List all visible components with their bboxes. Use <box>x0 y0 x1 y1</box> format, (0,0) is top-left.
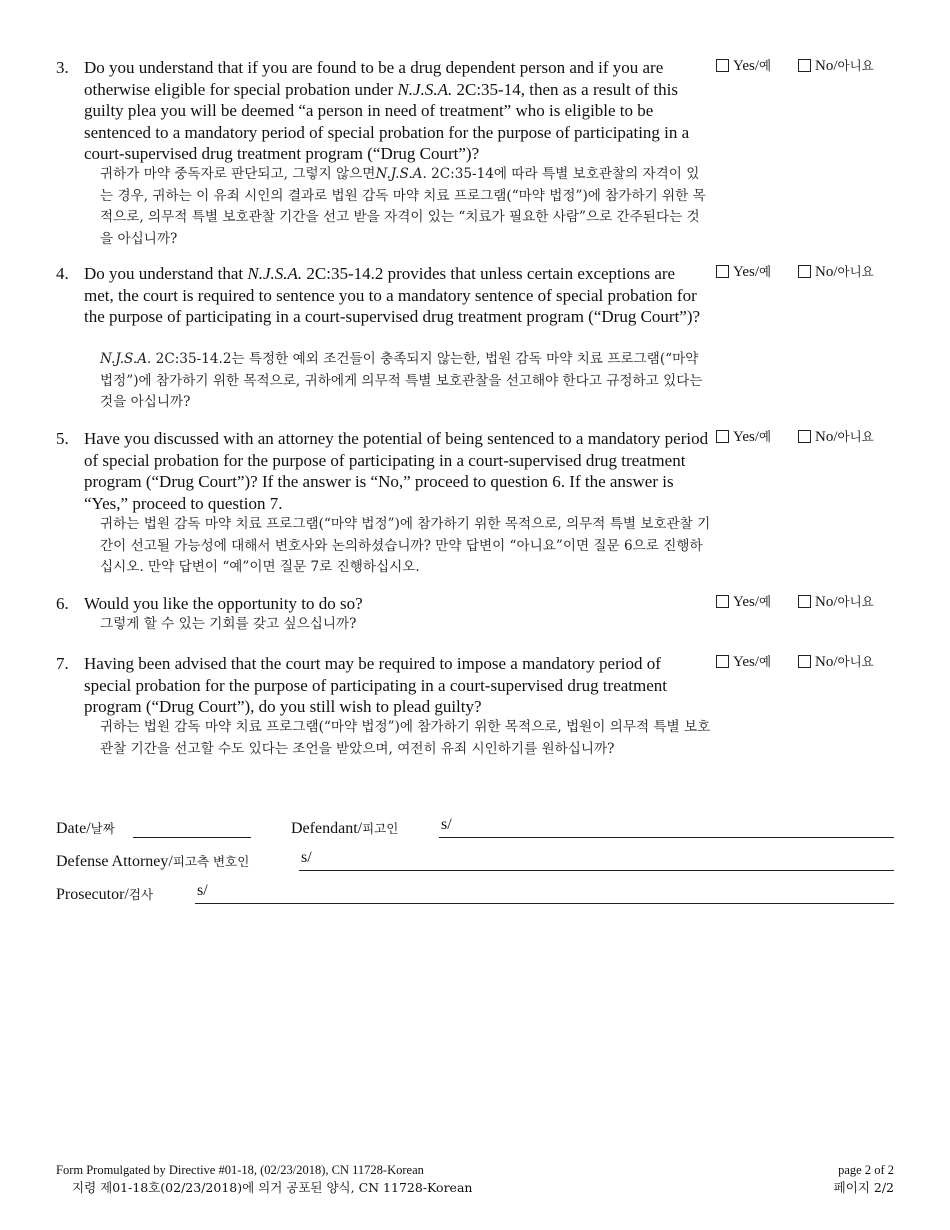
attorney-signature-value: s/ <box>301 849 312 866</box>
question-text-en: Do you understand that if you are found to be a drug dependent person and if you are otherwise eligible for special probation under N.J.S.A. 2C:35-14, then as a result of this guilty plea you will be deemed “a person in need of treatment” who is eligible to be sentenced to a mandatory period of special probation for the purpose of participating in a court-supervised drug treatment program (“Drug Court”)? <box>84 58 690 163</box>
question-text-en: Having been advised that the court may be required to impose a mandatory period of special probation for the purpose of participating in a court-supervised drug treatment program (“Drug Court”), do you still wish to plead guilty? <box>84 654 668 716</box>
checkbox-icon[interactable] <box>798 59 811 72</box>
defendant-signature-field[interactable] <box>439 837 894 838</box>
checkbox-icon[interactable] <box>716 655 729 668</box>
footer-form-info-ko: 지령 제01-18호(02/23/2018)에 의거 공포된 양식, CN 11728-Korean <box>72 1180 473 1195</box>
checkbox-icon[interactable] <box>798 655 811 668</box>
no-checkbox[interactable]: No/아니요 <box>798 263 874 281</box>
question-text-en: Would you like the opportunity to do so? <box>84 594 363 613</box>
checkbox-icon[interactable] <box>716 265 729 278</box>
attorney-label: Defense Attorney/피고측 변호인 <box>56 853 250 870</box>
question-text-ko: 귀하가 마약 중독자로 판단되고, 그렇지 않으면N.J.S.A. 2C:35-14에 따라 특별 보호관찰의 자격이 있는 경우, 귀하는 이 유죄 시인의 결과로 법원 감독 마약 치료 프로그램(“마약 법정”)에 참가하기 위한 목적으로, 의무적 특별 보호관찰 기간을 선고 받을 자격이 있는 “치료가 필요한 사람”으로 간주된다는 것을 아십니까? <box>100 166 706 247</box>
checkbox-icon[interactable] <box>798 265 811 278</box>
prosecutor-label: Prosecutor/검사 <box>56 886 154 903</box>
page-number: page 2 of 2 <box>838 1163 894 1177</box>
no-checkbox[interactable]: No/아니요 <box>798 57 874 75</box>
question-number: 5. <box>56 429 69 448</box>
question-number: 7. <box>56 654 69 673</box>
question-text-ko: 그렇게 할 수 있는 기회를 갖고 싶으십니까? <box>100 616 357 632</box>
checkbox-icon[interactable] <box>716 595 729 608</box>
question-text-ko: N.J.S.A. 2C:35-14.2는 특정한 예외 조건들이 충족되지 않는한, 법원 감독 마약 치료 프로그램(“마약 법정”)에 참가하기 위한 목적으로, 귀하에게 의무적 특별 보호관찰을 선고해야 한다고 규정하고 있다는 것을 아십니까? <box>100 351 703 410</box>
date-label: Date/날짜 <box>56 820 115 837</box>
checkbox-icon[interactable] <box>798 595 811 608</box>
question-text-ko: 귀하는 법원 감독 마약 치료 프로그램(“마약 법정”)에 참가하기 위한 목적으로, 법원이 의무적 특별 보호관찰 기간을 선고할 수도 있다는 조언을 받았으며, 여전히 유죄 시인하기를 원하십니까? <box>100 719 711 757</box>
defendant-label: Defendant/피고인 <box>291 820 399 837</box>
question-text-ko: 귀하는 법원 감독 마약 치료 프로그램(“마약 법정”)에 참가하기 위한 목적으로, 의무적 특별 보호관찰 기간이 선고될 가능성에 대해서 변호사와 논의하셨습니까? 만약 답변이 “아니요”이면 질문 6으로 진행하십시오. 만약 답변이 “예”이면 질문 7로 진행하십시오. <box>100 516 711 575</box>
checkbox-icon[interactable] <box>716 59 729 72</box>
defendant-signature-value: s/ <box>441 816 452 833</box>
yes-checkbox[interactable]: Yes/예 <box>716 428 771 446</box>
checkbox-icon[interactable] <box>798 430 811 443</box>
date-field[interactable] <box>133 837 251 838</box>
checkbox-icon[interactable] <box>716 430 729 443</box>
page-number-ko: 페이지 2/2 <box>833 1180 894 1195</box>
yes-checkbox[interactable]: Yes/예 <box>716 263 771 281</box>
footer-left <box>56 1162 472 1196</box>
no-checkbox[interactable]: No/아니요 <box>798 593 874 611</box>
yes-checkbox[interactable]: Yes/예 <box>716 57 771 75</box>
question-number: 6. <box>56 594 69 613</box>
yes-checkbox[interactable]: Yes/예 <box>716 593 771 611</box>
yes-checkbox[interactable]: Yes/예 <box>716 653 771 671</box>
no-checkbox[interactable]: No/아니요 <box>798 653 874 671</box>
prosecutor-signature-value: s/ <box>197 882 208 899</box>
footer-form-info: Form Promulgated by Directive #01-18, (02/23/2018), CN 11728-Korean <box>56 1163 424 1177</box>
prosecutor-signature-field[interactable] <box>195 903 894 904</box>
question-number: 3. <box>56 58 69 77</box>
question-text-en: Have you discussed with an attorney the potential of being sentenced to a mandatory period of special probation for the purpose of participating in a court-supervised drug treatment program (“Drug Court”)? If the answer is “No,” proceed to question 6. If the answer is “Yes,” proceed to question 7. <box>84 429 709 513</box>
footer-right <box>780 1162 894 1196</box>
question-text-en: Do you understand that N.J.S.A. 2C:35-14.2 provides that unless certain exceptions are met, the court is required to sentence you to a mandatory sentence of special probation for the purpose of participating in a court-supervised drug treatment program (“Drug Court”)? <box>84 264 701 326</box>
question-number: 4. <box>56 264 69 283</box>
attorney-signature-field[interactable] <box>299 870 894 871</box>
no-checkbox[interactable]: No/아니요 <box>798 428 874 446</box>
